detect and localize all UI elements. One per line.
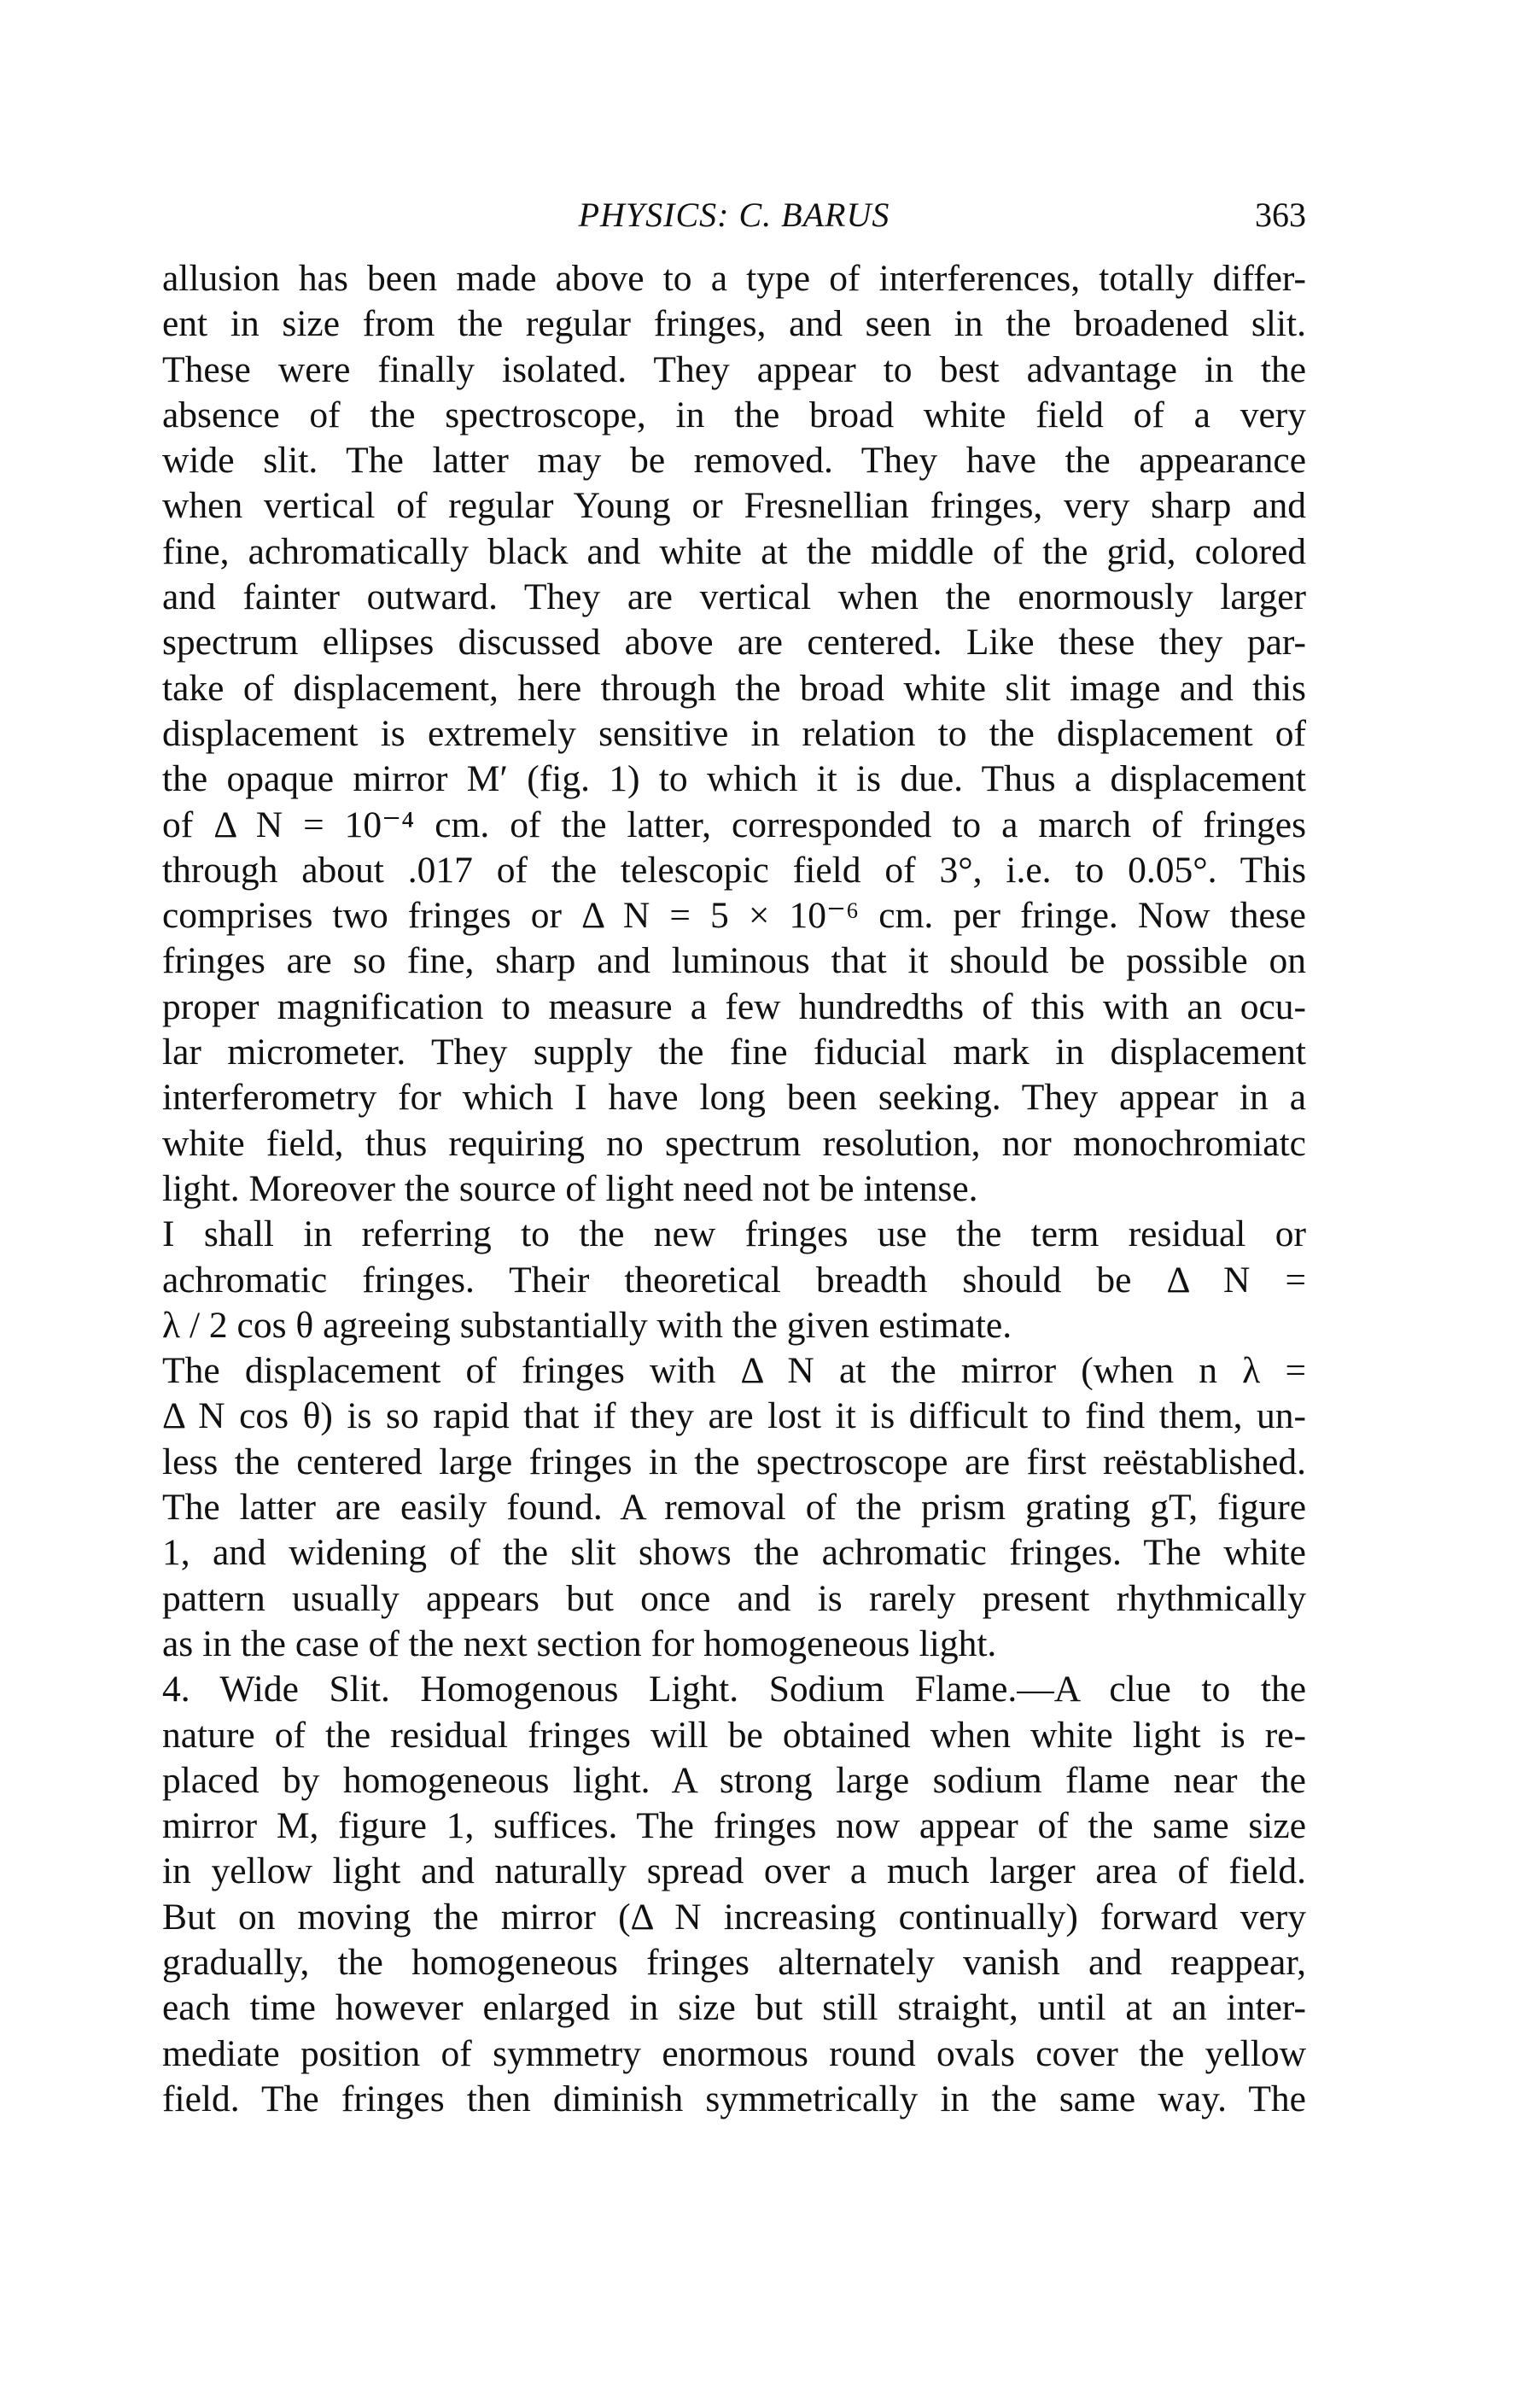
text-line: in yellow light and naturally spread over a much larger area of field.	[162, 1850, 1306, 1892]
text-line: ent in size from the regular fringes, and seen in the broadened slit.	[162, 303, 1306, 345]
body-text	[162, 256, 1306, 2122]
paragraph-residual-fringes	[162, 1212, 1306, 1348]
running-head: PHYSICS: C. BARUS	[578, 196, 890, 234]
text-line: wide slit. The latter may be removed. They have the appearance	[162, 440, 1306, 482]
text-line: field. The fringes then diminish symmetrically in the same way. The	[162, 2078, 1306, 2119]
text-line: spectrum ellipses discussed above are centered. Like these they par-	[162, 622, 1306, 664]
text-line: proper magnification to measure a few hundredths of this with an ocu-	[162, 985, 1306, 1027]
text-line: white field, thus requiring no spectrum resolution, nor monochromiatc	[162, 1122, 1306, 1164]
page-number: 363	[1255, 196, 1306, 234]
text-line: of Δ N = 10⁻⁴ cm. of the latter, corresponded to a march of fringes	[162, 804, 1306, 845]
text-line: less the centered large fringes in the spectroscope are first reëstablished.	[162, 1441, 1306, 1482]
page-header	[162, 195, 1306, 237]
text-line: I shall in referring to the new fringes use the term residual or	[162, 1213, 1306, 1255]
paragraph-section-4	[162, 1667, 1306, 2122]
text-line: interferometry for which I have long been seeking. They appear in a	[162, 1077, 1306, 1119]
text-line: gradually, the homogeneous fringes alternately vanish and reappear,	[162, 1941, 1306, 1983]
text-line: as in the case of the next section for homogeneous light.	[162, 1622, 997, 1664]
text-line: pattern usually appears but once and is rarely present rhythmically	[162, 1577, 1306, 1619]
text-line: nature of the residual fringes will be obtained when white light is re-	[162, 1714, 1306, 1756]
text-line: when vertical of regular Young or Fresnellian fringes, very sharp and	[162, 485, 1306, 527]
text-line: 1, and widening of the slit shows the achromatic fringes. The white	[162, 1532, 1306, 1574]
text-line: absence of the spectroscope, in the broad white field of a very	[162, 394, 1306, 436]
text-line: placed by homogeneous light. A strong large sodium flame near the	[162, 1759, 1306, 1801]
text-line: take of displacement, here through the broad white slit image and this	[162, 667, 1306, 709]
text-line: But on moving the mirror (Δ N increasing continually) forward very	[162, 1896, 1306, 1938]
text-line: the opaque mirror M′ (fig. 1) to which it is due. Thus a displacement	[162, 758, 1306, 800]
text-line: allusion has been made above to a type of interferences, totally differ-	[162, 258, 1306, 299]
text-line: and fainter outward. They are vertical when the enormously larger	[162, 576, 1306, 618]
text-line: through about .017 of the telescopic field of 3°, i.e. to 0.05°. This	[162, 849, 1306, 891]
paragraph-displacement	[162, 1348, 1306, 1667]
text-line: lar micrometer. They supply the fine fiducial mark in displacement	[162, 1032, 1306, 1073]
paragraph-fringes-intro	[162, 256, 1306, 1212]
text-line: These were finally isolated. They appear to best advantage in the	[162, 348, 1306, 390]
text-line: comprises two fringes or Δ N = 5 × 10⁻⁶ cm. per fringe. Now these	[162, 895, 1306, 937]
text-line: λ / 2 cos θ agreeing substantially with the given estimate.	[162, 1304, 1012, 1346]
text-line: light. Moreover the source of light need not be intense.	[162, 1167, 978, 1209]
text-line: fringes are so fine, sharp and luminous that it should be possible on	[162, 940, 1306, 982]
text-line: each time however enlarged in size but still straight, until at an inter-	[162, 1987, 1306, 2029]
text-line: displacement is extremely sensitive in relation to the displacement of	[162, 712, 1306, 754]
text-line: The latter are easily found. A removal of the prism grating gT, figure	[162, 1487, 1306, 1529]
text-line: achromatic fringes. Their theoretical breadth should be Δ N =	[162, 1259, 1306, 1301]
text-line: The displacement of fringes with Δ N at the mirror (when n λ =	[162, 1350, 1306, 1392]
text-line: 4. Wide Slit. Homogenous Light. Sodium Flame.—A clue to the	[162, 1669, 1306, 1710]
text-line: fine, achromatically black and white at the middle of the grid, colored	[162, 530, 1306, 572]
text-line: mediate position of symmetry enormous round ovals cover the yellow	[162, 2032, 1306, 2074]
text-line: Δ N cos θ) is so rapid that if they are lost it is difficult to find them, un-	[162, 1395, 1306, 1437]
text-line: mirror M, figure 1, suffices. The fringes now appear of the same size	[162, 1805, 1306, 1847]
